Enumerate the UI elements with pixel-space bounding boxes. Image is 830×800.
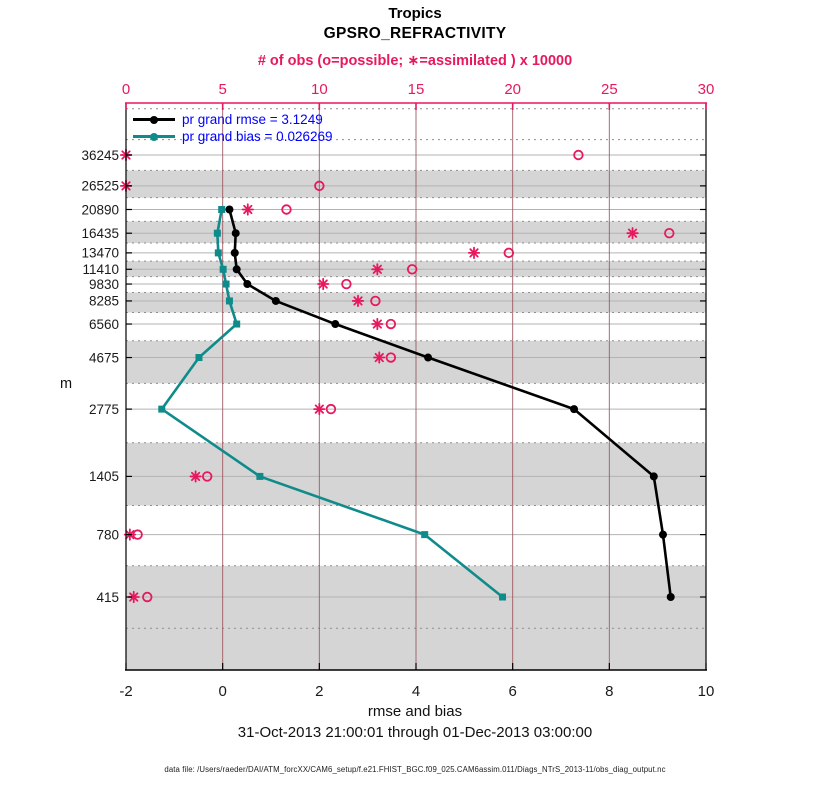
svg-text:-2: -2 — [119, 683, 133, 700]
legend-bias-label: pr grand bias = 0.026269 — [182, 129, 333, 144]
svg-text:26525: 26525 — [81, 178, 119, 194]
y-axis-label: m — [60, 376, 73, 392]
svg-text:5: 5 — [218, 81, 227, 98]
x-axis-label: rmse and bias — [367, 703, 463, 720]
svg-text:30: 30 — [697, 81, 715, 98]
svg-text:0: 0 — [121, 81, 131, 98]
svg-text:2: 2 — [315, 683, 324, 700]
svg-text:13470: 13470 — [81, 245, 119, 261]
svg-text:36245: 36245 — [81, 147, 119, 163]
svg-text:4: 4 — [411, 683, 421, 700]
bias-line-sample — [133, 135, 175, 138]
svg-text:20890: 20890 — [81, 202, 119, 218]
svg-text:15: 15 — [407, 81, 425, 98]
legend — [133, 111, 333, 145]
svg-text:10: 10 — [310, 81, 328, 98]
svg-text:4675: 4675 — [88, 350, 119, 366]
svg-text:25: 25 — [600, 81, 618, 98]
obs-count-axis-title: # of obs (o=possible; ∗=assimilated ) x 10000 — [257, 53, 573, 69]
svg-text:0: 0 — [218, 683, 227, 700]
date-range: 31-Oct-2013 21:00:01 through 01-Dec-2013 03:00:00 — [237, 724, 593, 741]
svg-text:20: 20 — [504, 81, 522, 98]
rmse-line-sample — [133, 118, 175, 121]
legend-rmse-label: pr grand rmse = 3.1249 — [182, 112, 323, 127]
svg-text:9830: 9830 — [88, 276, 119, 292]
legend-row-rmse — [133, 111, 333, 128]
svg-text:8285: 8285 — [88, 293, 119, 309]
svg-text:6560: 6560 — [88, 316, 119, 332]
svg-text:10: 10 — [697, 683, 715, 700]
svg-text:11410: 11410 — [82, 262, 119, 278]
svg-text:1405: 1405 — [88, 469, 119, 485]
svg-text:780: 780 — [96, 527, 119, 543]
svg-text:2775: 2775 — [88, 401, 119, 417]
data-file-path: data file: /Users/raeder/DAI/ATM_forcXX/CAM6_setup/f.e21.FHIST_BGC.f09_025.CAM6assim.011/Diags_NTrS_2013-11/obs_diag_output.nc — [164, 765, 666, 774]
svg-text:415: 415 — [96, 589, 119, 605]
svg-text:6: 6 — [508, 683, 517, 700]
legend-row-bias — [133, 128, 333, 145]
variable-title: GPSRO_REFRACTIVITY — [323, 25, 507, 42]
svg-text:16435: 16435 — [81, 226, 119, 242]
svg-text:8: 8 — [605, 683, 614, 700]
region-title: Tropics — [388, 5, 442, 22]
